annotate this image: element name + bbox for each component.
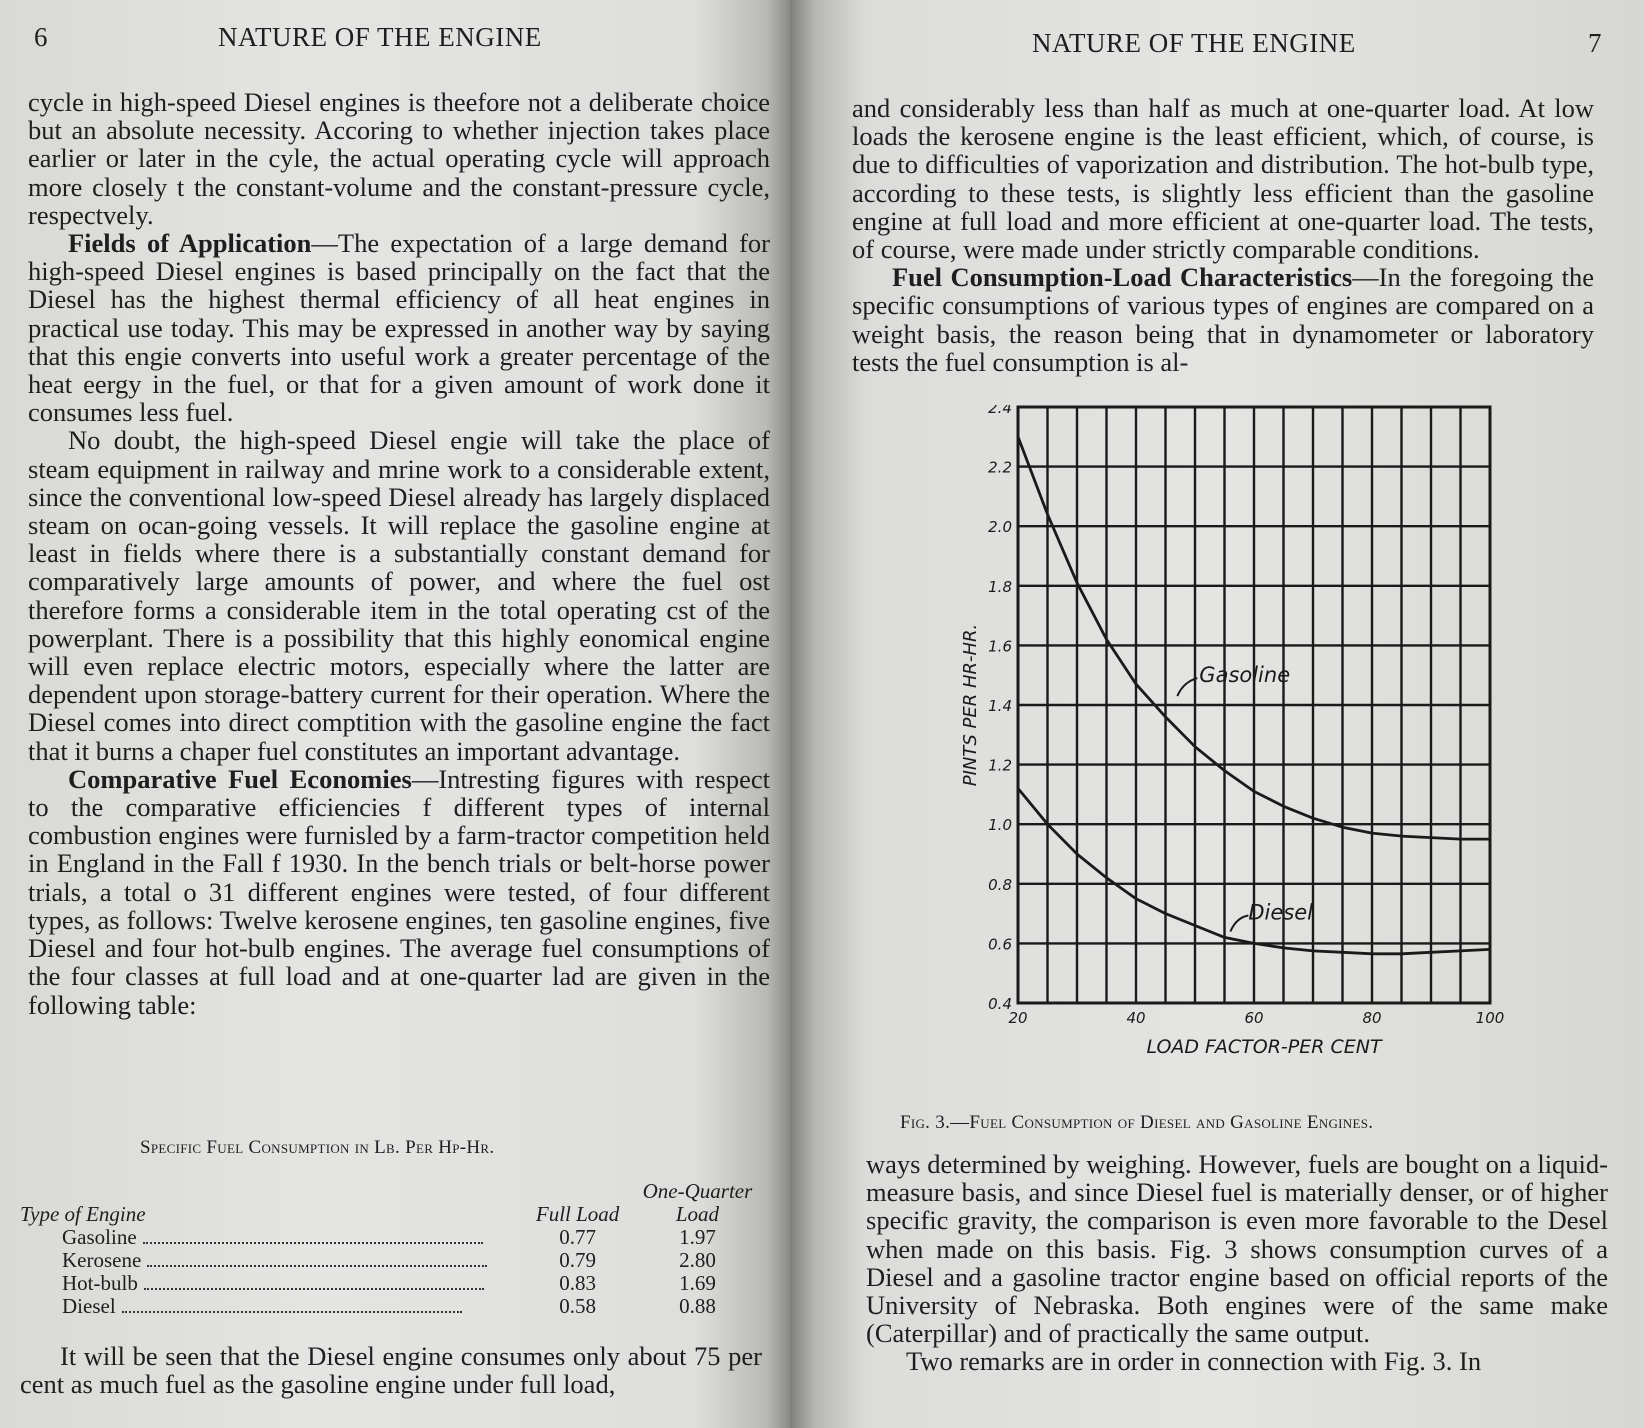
left-closing-text [20,1342,762,1398]
leader-dots [147,1261,487,1267]
full-load-cell: 0.79 [559,1248,596,1272]
table-title: Specific Fuel Consumption in Lb. Per Hp-Hr. [140,1137,495,1158]
chart-svg [950,405,1520,1105]
table-row [20,1226,760,1249]
leader-dots [122,1307,462,1313]
paragraph-text: —The expectation of a large demand for high-speed Diesel engines is based principally on the fact that the Diesel has the highest thermal efficiency of all heat engines in practical use today. This may be expressed in another way by saying that this engie converts into useful work a greater percentage of the heat eergy in the fuel, or that for a given amount of work done it consumes less fuel. [28,228,770,428]
quarter-load-cell: 0.88 [679,1294,716,1318]
fuel-consumption-chart [950,405,1520,1105]
series-label-diesel: Diesel [1248,900,1314,925]
table-row [20,1295,760,1318]
quarter-load-cell: 1.97 [679,1225,716,1249]
paragraph-text: —In the foregoing the specific consumptions of various types of engines are compared on a weight basis, the reason being that in dynamometer or laboratory tests the fuel consumption is al- [852,262,1594,377]
y-tick-label: 2.4 [988,405,1012,417]
right-body-bottom [866,1150,1608,1376]
y-axis-title: PINTS PER HR-HR. [960,623,981,787]
paragraph: ways determined by weighing. However, fuels are bought on a liquid-measure basis, and since Diesel fuel is materially denser, or of higher specific gravity, the comparison is even more favorable to the Desel when made on this basis. Fig. 3 shows consumption curves of a Diesel and a gasoline tractor engine based on official reports of the University of Nebraska. Both engines were of the same make (Caterpillar) and of practically the same output. [866,1149,1608,1349]
quarter-load-cell: 2.80 [679,1248,716,1272]
paragraph [28,229,770,426]
x-tick-label: 20 [1008,1009,1028,1027]
paragraph: cycle in high-speed Diesel engines is theefore not a deliberate choice but an absolute necessity. Accoring to whether injection takes place earlier or later in the cyle, the actual operating cycle will approach more closely t the constant-volume and the constant-pressure cycle, respectvely. [28,87,770,230]
engine-cell [20,1226,520,1249]
engine-name: Diesel [62,1294,116,1318]
engine-cell [20,1295,520,1318]
paragraph-heading: Comparative Fuel Economies [68,763,412,794]
label-leader [1230,915,1248,931]
x-axis-title: LOAD FACTOR-PER CENT [1146,1036,1382,1058]
paragraph [852,263,1594,376]
figure-caption: Fig. 3.—Fuel Consumption of Diesel and Gasoline Engines. [900,1112,1374,1133]
series-label-gasoline: Gasoline [1199,663,1291,688]
full-load-cell: 0.58 [559,1294,596,1318]
x-tick-label: 40 [1126,1009,1146,1027]
y-tick-label: 2.2 [988,458,1012,477]
engine-name: Gasoline [62,1225,137,1249]
y-tick-label: 1.2 [988,756,1012,775]
x-tick-label: 100 [1475,1009,1505,1027]
engine-cell [20,1272,520,1295]
paragraph-heading: Fuel Consumption-Load Characteristics [892,262,1353,293]
paragraph-heading: Fields of Application [68,228,312,259]
col-quarter-header: One-Quarter Load [642,1179,753,1226]
paragraph-text: —Intresting figures with respect to the comparative efficiencies f different types of internal combustion engines were furnisled by a farm-tractor competition held in England in the Fall f 1930. In the bench trials or belt-horse power trials, a total o 31 different engines were tested, of four different types, as follows: Twelve kerosene engines, ten gasoline engines, five Diesel and four hot-bulb engines. The average fuel consumptions of the four classes at full load and at one-quarter lad are given in the following table: [28,763,771,1020]
y-tick-label: 0.8 [988,875,1012,894]
y-tick-label: 1.0 [988,816,1012,835]
y-tick-label: 0.4 [988,995,1012,1013]
table-header-row [20,1180,760,1226]
paragraph [28,765,770,1019]
left-body-text [28,88,770,1019]
col-full-header: Full Load [535,1202,620,1226]
fuel-table [20,1180,760,1318]
engine-name: Hot-bulb [62,1271,138,1295]
page-number: 7 [1588,28,1602,58]
running-head: NATURE OF THE ENGINE [218,22,542,52]
full-load-cell: 0.83 [559,1271,596,1295]
engine-cell [20,1249,520,1272]
x-tick-label: 60 [1244,1009,1264,1027]
leader-dots [143,1238,483,1244]
engine-name: Kerosene [62,1248,142,1272]
leader-dots [144,1284,484,1290]
y-tick-label: 2.0 [988,518,1012,537]
y-tick-label: 0.6 [988,935,1012,954]
running-head: NATURE OF THE ENGINE [1032,28,1356,58]
quarter-load-cell: 1.69 [679,1271,716,1295]
page-number: 6 [34,22,48,52]
paragraph: Two remarks are in order in connection with Fig. 3. In [906,1346,1482,1377]
left-page [0,0,790,1428]
right-body-top [852,94,1594,376]
col-engine-header: Type of Engine [20,1202,146,1226]
paragraph: and considerably less than half as much at one-quarter load. At low loads the kerosene engine is the least efficient, which, of course, is due to difficulties of vaporization and distribution. The hot-bulb type, according to these tests, is slightly less efficient than the gasoline engine at full load and more efficient at one-quarter load. The tests, of course, were made under strictly comparable conditions. [852,93,1594,265]
table-row [20,1272,760,1295]
full-load-cell: 0.77 [559,1225,596,1249]
paragraph: No doubt, the high-speed Diesel engie will take the place of steam equipment in railway and mrine work to a considerable extent, since the conventional low-speed Diesel already has largely displaced steam on ocan-going vessels. It will replace the gasoline engine at least in fields where there is a substantially constant demand for comparatively large amounts of power, and where the fuel ost therefore forms a considerable item in the total operating cst of the powerplant. There is a possibility that this highly eonomical engine will even replace electric motors, especially where the latter are dependent upon storage-battery current for their operation. Where the Diesel comes into direct comptition with the gasoline engine the fact that it burns a chaper fuel constitutes an important advantage. [28,425,770,766]
y-tick-label: 1.4 [988,697,1012,715]
paragraph: It will be seen that the Diesel engine consumes only about 75 per cent as much fuel as the gasoline engine under full load, [20,1341,762,1400]
y-tick-label: 1.6 [988,637,1012,656]
x-tick-label: 80 [1362,1009,1382,1027]
y-tick-label: 1.8 [988,577,1012,596]
table-row [20,1249,760,1272]
